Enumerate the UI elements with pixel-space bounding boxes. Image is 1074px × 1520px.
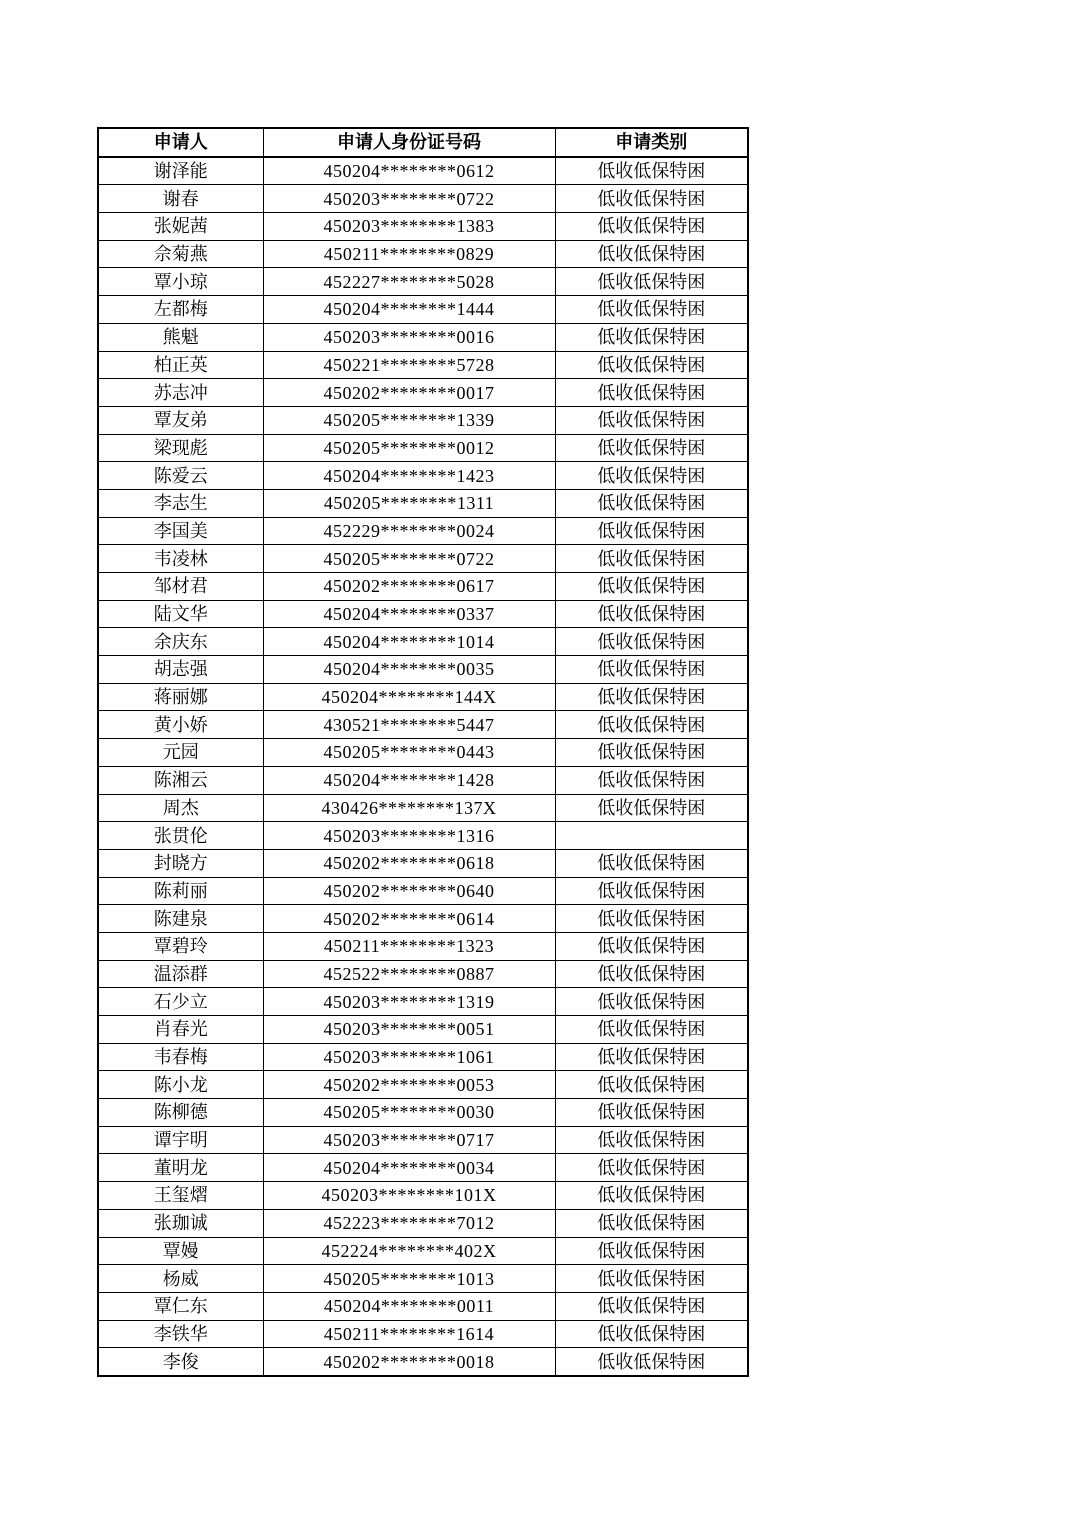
table-row	[98, 905, 748, 933]
id-number-cell: 450203********0717	[263, 1126, 555, 1154]
applicant-name-cell: 李国美	[98, 517, 263, 545]
id-number-cell: 452522********0887	[263, 960, 555, 988]
applicant-name-cell: 覃小琼	[98, 268, 263, 296]
category-cell: 低收低保特困	[555, 877, 748, 905]
table-row	[98, 656, 748, 684]
column-header-applicant: 申请人	[98, 128, 263, 157]
category-cell: 低收低保特困	[555, 1016, 748, 1044]
table-row	[98, 794, 748, 822]
category-cell: 低收低保特困	[555, 573, 748, 601]
category-cell: 低收低保特困	[555, 1071, 748, 1099]
applicant-name-cell: 李志生	[98, 489, 263, 517]
table-row	[98, 1348, 748, 1376]
applicant-name-cell: 肖春光	[98, 1016, 263, 1044]
header-row	[98, 128, 748, 157]
column-header-id-number: 申请人身份证号码	[263, 128, 555, 157]
category-cell: 低收低保特困	[555, 628, 748, 656]
table-body	[98, 157, 748, 1376]
category-cell: 低收低保特困	[555, 434, 748, 462]
category-cell: 低收低保特困	[555, 988, 748, 1016]
category-cell: 低收低保特困	[555, 379, 748, 407]
category-cell: 低收低保特困	[555, 1126, 748, 1154]
table-row	[98, 1265, 748, 1293]
table-row	[98, 351, 748, 379]
id-number-cell: 450204********144X	[263, 683, 555, 711]
applicant-name-cell: 封晓方	[98, 849, 263, 877]
applicant-table	[97, 127, 749, 1377]
category-cell: 低收低保特困	[555, 849, 748, 877]
category-cell	[555, 822, 748, 850]
table-row	[98, 1099, 748, 1127]
column-header-category: 申请类别	[555, 128, 748, 157]
category-cell: 低收低保特困	[555, 517, 748, 545]
id-number-cell: 452223********7012	[263, 1209, 555, 1237]
id-number-cell: 450202********0053	[263, 1071, 555, 1099]
table-row	[98, 406, 748, 434]
id-number-cell: 450203********1316	[263, 822, 555, 850]
table-row	[98, 573, 748, 601]
applicant-name-cell: 覃嫚	[98, 1237, 263, 1265]
applicant-name-cell: 元园	[98, 739, 263, 767]
id-number-cell: 450202********0617	[263, 573, 555, 601]
category-cell: 低收低保特困	[555, 351, 748, 379]
table-row	[98, 683, 748, 711]
applicant-name-cell: 韦春梅	[98, 1043, 263, 1071]
category-cell: 低收低保特困	[555, 296, 748, 324]
category-cell: 低收低保特困	[555, 1292, 748, 1320]
applicant-name-cell: 周杰	[98, 794, 263, 822]
id-number-cell: 430521********5447	[263, 711, 555, 739]
table-row	[98, 739, 748, 767]
table-row	[98, 1154, 748, 1182]
table-row	[98, 877, 748, 905]
category-cell: 低收低保特困	[555, 268, 748, 296]
applicant-name-cell: 柏正英	[98, 351, 263, 379]
id-number-cell: 450205********0722	[263, 545, 555, 573]
table-row	[98, 849, 748, 877]
applicant-name-cell: 胡志强	[98, 656, 263, 684]
applicant-name-cell: 邹材君	[98, 573, 263, 601]
category-cell: 低收低保特困	[555, 1154, 748, 1182]
applicant-name-cell: 石少立	[98, 988, 263, 1016]
id-number-cell: 450204********0011	[263, 1292, 555, 1320]
table-row	[98, 323, 748, 351]
category-cell: 低收低保特困	[555, 185, 748, 213]
applicant-name-cell: 覃碧玲	[98, 932, 263, 960]
table-row	[98, 489, 748, 517]
applicant-name-cell: 张珈诚	[98, 1209, 263, 1237]
table-row	[98, 379, 748, 407]
id-number-cell: 450204********0035	[263, 656, 555, 684]
category-cell: 低收低保特困	[555, 960, 748, 988]
id-number-cell: 450204********1423	[263, 462, 555, 490]
id-number-cell: 450204********1444	[263, 296, 555, 324]
id-number-cell: 450205********1013	[263, 1265, 555, 1293]
table-row	[98, 240, 748, 268]
applicant-name-cell: 谢春	[98, 185, 263, 213]
id-number-cell: 450204********0337	[263, 600, 555, 628]
table-row	[98, 1016, 748, 1044]
category-cell: 低收低保特困	[555, 240, 748, 268]
category-cell: 低收低保特困	[555, 932, 748, 960]
table-row	[98, 960, 748, 988]
category-cell: 低收低保特困	[555, 1320, 748, 1348]
table-row	[98, 1320, 748, 1348]
table-row	[98, 434, 748, 462]
table-row	[98, 766, 748, 794]
id-number-cell: 450202********0017	[263, 379, 555, 407]
category-cell: 低收低保特困	[555, 711, 748, 739]
applicant-name-cell: 李俊	[98, 1348, 263, 1376]
id-number-cell: 452224********402X	[263, 1237, 555, 1265]
table-row	[98, 185, 748, 213]
table-row	[98, 268, 748, 296]
applicant-name-cell: 韦凌林	[98, 545, 263, 573]
id-number-cell: 450203********0722	[263, 185, 555, 213]
id-number-cell: 450205********0443	[263, 739, 555, 767]
id-number-cell: 450211********0829	[263, 240, 555, 268]
applicant-name-cell: 余庆东	[98, 628, 263, 656]
table-row	[98, 462, 748, 490]
category-cell: 低收低保特困	[555, 406, 748, 434]
category-cell: 低收低保特困	[555, 1099, 748, 1127]
id-number-cell: 450211********1614	[263, 1320, 555, 1348]
applicant-name-cell: 蒋丽娜	[98, 683, 263, 711]
applicant-name-cell: 李铁华	[98, 1320, 263, 1348]
category-cell: 低收低保特困	[555, 766, 748, 794]
id-number-cell: 450203********0051	[263, 1016, 555, 1044]
category-cell: 低收低保特困	[555, 739, 748, 767]
table-row	[98, 1292, 748, 1320]
applicant-name-cell: 陈柳德	[98, 1099, 263, 1127]
applicant-name-cell: 陈莉丽	[98, 877, 263, 905]
applicant-name-cell: 覃仁东	[98, 1292, 263, 1320]
category-cell: 低收低保特困	[555, 545, 748, 573]
applicant-name-cell: 陈建泉	[98, 905, 263, 933]
applicant-name-cell: 谭宇明	[98, 1126, 263, 1154]
table-row	[98, 213, 748, 241]
category-cell: 低收低保特困	[555, 794, 748, 822]
category-cell: 低收低保特困	[555, 213, 748, 241]
id-number-cell: 450205********0030	[263, 1099, 555, 1127]
id-number-cell: 450203********0016	[263, 323, 555, 351]
applicant-name-cell: 陈小龙	[98, 1071, 263, 1099]
id-number-cell: 450202********0618	[263, 849, 555, 877]
applicant-name-cell: 王玺熠	[98, 1182, 263, 1210]
applicant-name-cell: 温添群	[98, 960, 263, 988]
category-cell: 低收低保特困	[555, 1182, 748, 1210]
table-row	[98, 1043, 748, 1071]
applicant-name-cell: 张妮茜	[98, 213, 263, 241]
category-cell: 低收低保特困	[555, 1348, 748, 1376]
applicant-name-cell: 杨威	[98, 1265, 263, 1293]
id-number-cell: 450205********1339	[263, 406, 555, 434]
table-row	[98, 1071, 748, 1099]
category-cell: 低收低保特困	[555, 600, 748, 628]
applicant-name-cell: 黄小娇	[98, 711, 263, 739]
category-cell: 低收低保特困	[555, 489, 748, 517]
table-row	[98, 600, 748, 628]
id-number-cell: 450202********0018	[263, 1348, 555, 1376]
table-row	[98, 157, 748, 185]
id-number-cell: 450211********1323	[263, 932, 555, 960]
table-row	[98, 932, 748, 960]
applicant-name-cell: 苏志冲	[98, 379, 263, 407]
id-number-cell: 452229********0024	[263, 517, 555, 545]
table-row	[98, 1182, 748, 1210]
table-row	[98, 988, 748, 1016]
id-number-cell: 450204********0034	[263, 1154, 555, 1182]
table-row	[98, 822, 748, 850]
id-number-cell: 450202********0614	[263, 905, 555, 933]
category-cell: 低收低保特困	[555, 157, 748, 185]
category-cell: 低收低保特困	[555, 1265, 748, 1293]
id-number-cell: 452227********5028	[263, 268, 555, 296]
id-number-cell: 430426********137X	[263, 794, 555, 822]
id-number-cell: 450202********0640	[263, 877, 555, 905]
table-row	[98, 545, 748, 573]
category-cell: 低收低保特困	[555, 1209, 748, 1237]
applicant-name-cell: 左都梅	[98, 296, 263, 324]
id-number-cell: 450221********5728	[263, 351, 555, 379]
category-cell: 低收低保特困	[555, 323, 748, 351]
category-cell: 低收低保特困	[555, 1043, 748, 1071]
id-number-cell: 450205********0012	[263, 434, 555, 462]
table-row	[98, 296, 748, 324]
category-cell: 低收低保特困	[555, 905, 748, 933]
table-row	[98, 1126, 748, 1154]
table-row	[98, 628, 748, 656]
table-row	[98, 711, 748, 739]
applicant-name-cell: 覃友弟	[98, 406, 263, 434]
category-cell: 低收低保特困	[555, 462, 748, 490]
table-row	[98, 517, 748, 545]
id-number-cell: 450203********1383	[263, 213, 555, 241]
table-header	[98, 128, 748, 157]
applicant-name-cell: 谢泽能	[98, 157, 263, 185]
id-number-cell: 450204********1014	[263, 628, 555, 656]
applicant-name-cell: 陆文华	[98, 600, 263, 628]
applicant-name-cell: 佘菊燕	[98, 240, 263, 268]
applicant-name-cell: 张贯伦	[98, 822, 263, 850]
category-cell: 低收低保特困	[555, 656, 748, 684]
id-number-cell: 450203********101X	[263, 1182, 555, 1210]
applicant-name-cell: 熊魁	[98, 323, 263, 351]
category-cell: 低收低保特困	[555, 683, 748, 711]
id-number-cell: 450203********1061	[263, 1043, 555, 1071]
id-number-cell: 450205********1311	[263, 489, 555, 517]
applicant-name-cell: 梁现彪	[98, 434, 263, 462]
applicant-name-cell: 陈爱云	[98, 462, 263, 490]
id-number-cell: 450204********1428	[263, 766, 555, 794]
id-number-cell: 450204********0612	[263, 157, 555, 185]
applicant-name-cell: 董明龙	[98, 1154, 263, 1182]
table-row	[98, 1237, 748, 1265]
table-row	[98, 1209, 748, 1237]
category-cell: 低收低保特困	[555, 1237, 748, 1265]
id-number-cell: 450203********1319	[263, 988, 555, 1016]
applicant-name-cell: 陈湘云	[98, 766, 263, 794]
